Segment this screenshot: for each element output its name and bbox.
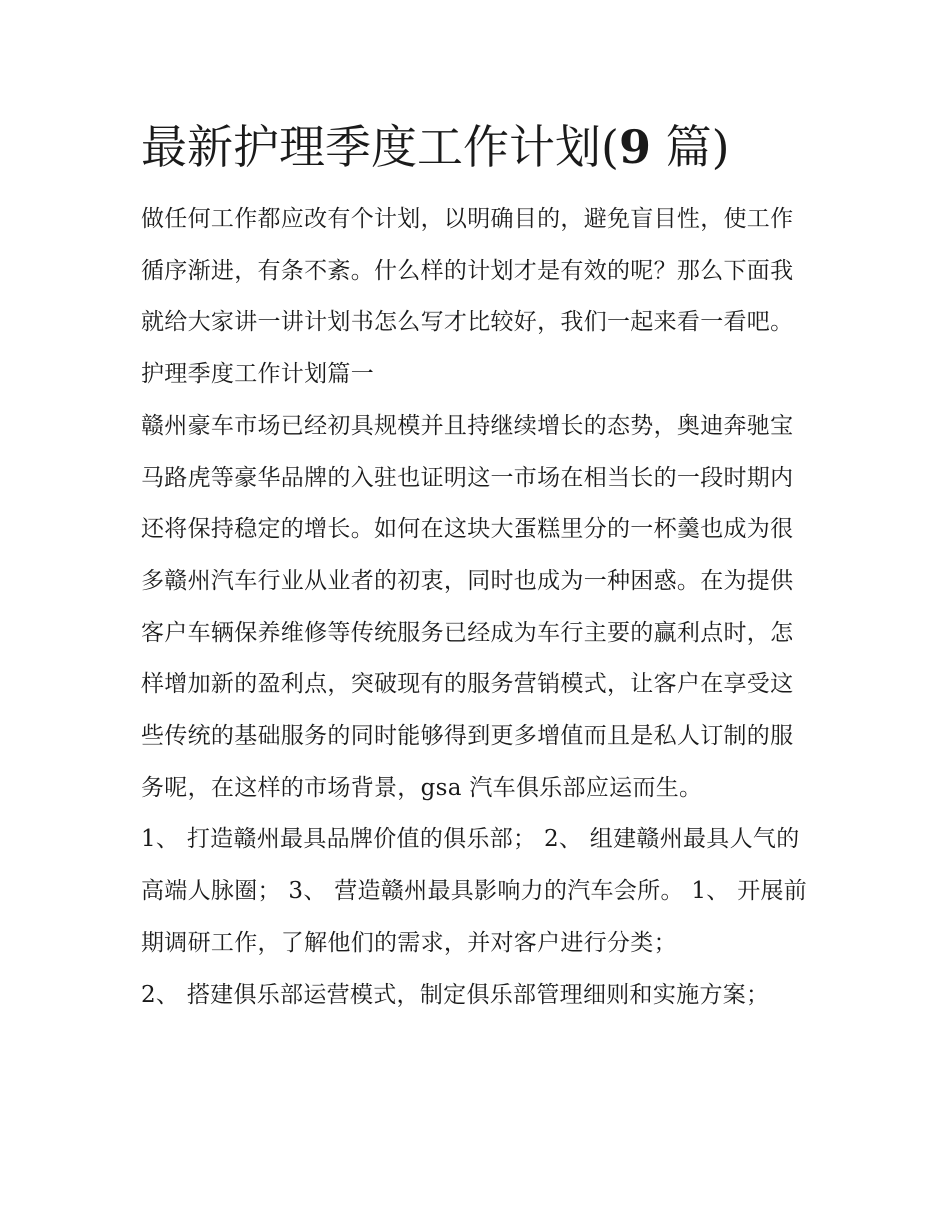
title-prefix: 最新护理季度工作计划( — [141, 120, 619, 174]
goals-paragraph: 1、 打造赣州最具品牌价值的俱乐部； 2、 组建赣州最具人气的高端人脉圈； 3、 营造赣州最具影响力的汽车会所。 1、 开展前期调研工作，了解他们的需求，并对客户进行分类； — [141, 826, 808, 956]
title-suffix: 篇) — [650, 120, 730, 174]
section-heading: 护理季度工作计划篇一 — [141, 361, 374, 388]
title-number: 9 — [618, 120, 651, 174]
document-page — [141, 112, 813, 1021]
intro-paragraph: 做任何工作都应改有个计划，以明确目的，避免盲目性，使工作循序渐进，有条不紊。什么样的计划才是有效的呢？那么下面我就给大家讲一讲计划书怎么写才比较好，我们一起来看一看吧。 — [141, 206, 794, 336]
body-paragraph: 赣州豪车市场已经初具规模并且持继续增长的态势，奥迪奔驰宝马路虎等豪华品牌的入驻也证明这一市场在相当长的一段时期内还将保持稳定的增长。如何在这块大蛋糕里分的一杯羹也成为很多赣州汽车行业从业者的初衷，同时也成为一种困惑。在为提供客户车辆保养维修等传统服务已经成为车行主要的赢利点时，怎样增加新的盈利点，突破现有的服务营销模式，让客户在享受这些传统的基础服务的同时能够得到更多增值而且是私人订制的服务呢，在这样的市场背景，gsa 汽车俱乐部应运而生。 — [141, 412, 794, 801]
steps-paragraph: 2、 搭建俱乐部运营模式，制定俱乐部管理细则和实施方案； — [141, 981, 770, 1008]
document-title — [141, 112, 813, 182]
